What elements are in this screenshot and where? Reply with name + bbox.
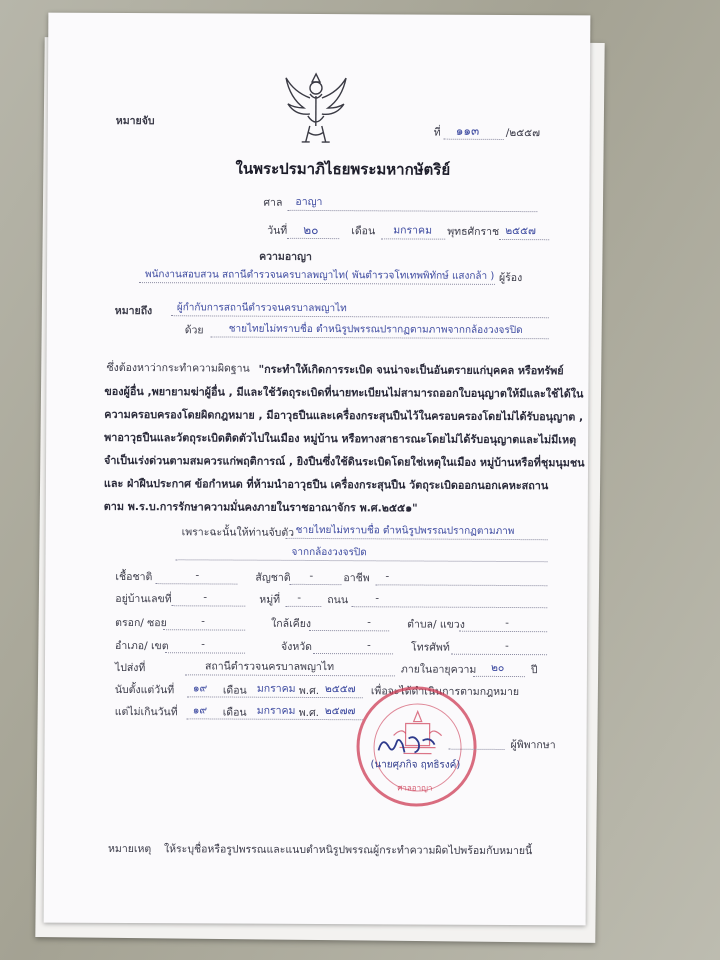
statute-unit: ปี (530, 664, 538, 677)
near-value: - (367, 616, 372, 629)
to-value: ผู้กำกับการสถานีตำรวจนครบาลพญาไท (176, 302, 347, 315)
from-purpose: เพื่อจะได้ดำเนินการตามกฎหมาย (370, 685, 520, 699)
moo-line (285, 606, 321, 607)
note-text: ให้ระบุชื่อหรือรูปพรรณและแนบตำหนิรูปพรรณผู้กระทำความผิดไปพร้อมกับหมายนี้ (163, 843, 533, 858)
from-line (187, 696, 363, 698)
road-value: - (375, 592, 380, 605)
number-line (444, 139, 504, 140)
charge-line-6: และ ฝ่าฝืนประกาศ ข้อกำหนด ที่ห้ามนำอาวุธปืน เครื่องกระสุนปืน วัตถุระเบิดออกนอกเคหะสถาน (103, 476, 549, 493)
race-value: - (195, 569, 200, 582)
alley-line (163, 629, 245, 630)
province-label: จังหวัด (281, 640, 313, 653)
phone-label: โทรศัพท์ (411, 641, 450, 654)
subdistrict-label: ตำบล/ แขวง (407, 618, 465, 631)
royal-heading: ในพระปรมาภิไธยพระมหากษัตริย์ (235, 159, 451, 179)
from-month: มกราคม (256, 682, 296, 695)
province-line (313, 653, 393, 654)
garuda-emblem-icon (280, 68, 352, 150)
arrest-warrant-document (44, 13, 591, 926)
moo-value: - (297, 591, 302, 604)
until-month-label: เดือน (222, 706, 247, 719)
district-value: - (201, 638, 205, 651)
until-year-label: พ.ศ. (298, 706, 320, 720)
nationality-line (289, 584, 341, 585)
occupation-value: - (385, 570, 390, 583)
district-line (165, 652, 245, 653)
from-month-label: เดือน (222, 684, 247, 697)
near-label: ใกล้เคียง (271, 617, 312, 630)
race-label: เชื้อชาติ (115, 570, 153, 584)
district-label: อำเภอ/ เขต (115, 639, 169, 653)
case-type: ความอาญา (259, 250, 312, 263)
send-label: ไปส่งที่ (114, 661, 146, 675)
house-line (171, 605, 245, 606)
petitioner-role: ผู้ร้อง (498, 271, 523, 285)
arrest-target-1: ชายไทยไม่ทราบชื่อ ตำหนิรูปพรรณปรากฏตามภาพ (295, 524, 515, 538)
date-day: ๒๐ (303, 222, 319, 238)
date-label: วันที่ (267, 224, 288, 237)
phone-value: - (505, 639, 509, 653)
judge-name: (นายศุภกิจ ฤทธิรงค์) (370, 759, 461, 771)
moo-label: หมู่ที่ (259, 593, 281, 606)
number-prefix: ที่ (433, 126, 441, 139)
petitioner-text: พนักงานสอบสวน สถานีตำรวจนครบาลพญาไท( พันตำรวจโทเทพพิทักษ์ แสงกล้า ) (144, 269, 495, 282)
charge-intro: ซึ่งต้องหาว่ากระทำความผิดฐาน (106, 361, 250, 375)
from-label: นับตั้งแต่วันที่ (114, 683, 175, 697)
from-year-label: พ.ศ. (298, 684, 320, 698)
until-label: แต่ไม่เกินวันที่ (114, 705, 178, 719)
court-line (287, 210, 537, 212)
warrant-year: /๒๕๕๗ (505, 126, 541, 140)
charge-line-5: จำเป็นเร่งด่วนตามสมควรแก่พฤติการณ์ , ยิงปืนซึ่งใช้ดินระเบิดโดยใช่เหตุในเมือง หมู่บ้านหรือที่ชุมนุมชน (104, 453, 585, 470)
arrest-line-1 (286, 538, 548, 540)
charge-line-4: พาอาวุธปืนและวัตถุระเบิดติดตัวไปในเมือง หมู่บ้าน หรือทางสาธารณะโดยไม่ได้รับอนุญาตและไม่มีเหตุ (104, 430, 577, 447)
near-line (309, 630, 389, 631)
date-line (287, 238, 339, 239)
until-line (187, 718, 363, 720)
judge-role: ผู้พิพากษา (510, 739, 556, 752)
court-label: ศาล (263, 196, 283, 209)
send-line (185, 674, 395, 676)
house-label: อยู่บ้านเลขที่ (115, 592, 172, 606)
month-line (381, 238, 445, 239)
from-day: ๑๙ (192, 682, 208, 695)
road-line (351, 606, 547, 608)
month-label: เดือน (351, 225, 376, 238)
year-label: พุทธศักราช (447, 225, 500, 238)
arrest-label: เพราะฉะนั้นให้ท่านจับตัว (181, 526, 295, 539)
warrant-number: ๑๑๓ (455, 123, 480, 138)
until-month: มกราคม (256, 704, 296, 717)
year-value: ๒๕๕๗ (505, 224, 536, 238)
seal-text: ศาลอาญา (397, 783, 433, 793)
subdistrict-value: - (505, 616, 510, 630)
note-label: หมายเหตุ (107, 842, 152, 856)
month-value: มกราคม (393, 224, 433, 237)
charge-line-3: ความครอบครองโดยผิดกฎหมาย , มีอาวุธปืนและเครื่องกระสุนปืนไว้ในครอบครองโดยไม่ได้รับอนุญาต , (104, 407, 584, 424)
document-type-label: หมายจับ (115, 114, 155, 128)
road-label: ถนน (327, 594, 349, 607)
statute-label: ภายในอายุความ (400, 663, 477, 676)
judge-signature (374, 732, 438, 758)
court-value: อาญา (295, 195, 323, 209)
statute-line (473, 676, 525, 677)
subdistrict-line (459, 631, 547, 632)
occupation-label: อาชีพ (343, 572, 370, 585)
charge-line-1: "กระทำให้เกิดการระเบิด จนน่าจะเป็นอันตรายแก่บุคคล หรือทรัพย์ (258, 362, 564, 378)
house-value: - (203, 591, 208, 604)
statute-value: ๒๐ (490, 661, 505, 674)
to-label: หมายถึง (114, 304, 153, 318)
nationality-label: สัญชาติ (255, 571, 291, 584)
race-line (155, 583, 237, 584)
phone-line (451, 654, 547, 656)
with-value: ชายไทยไม่ทราบชื่อ ตำหนิรูปพรรณปรากฏตามภาพจากกล้องวงจรปิด (228, 323, 523, 337)
from-year: ๒๕๕๗ (324, 683, 356, 696)
alley-label: ตรอก/ ซอย (115, 616, 167, 630)
until-day: ๑๙ (192, 704, 208, 717)
to-line (171, 315, 549, 318)
until-year: ๒๕๗๗ (324, 705, 356, 718)
alley-value: - (201, 615, 206, 628)
charge-line-2: ของผู้อื่น ,พยายามฆ่าผู้อื่น , มีและใช้วัตถุระเบิดที่นายทะเบียนไม่สามารถออกใบอนุญาตให้มีและใช้ได้ใน (104, 384, 584, 401)
arrest-line-2 (176, 559, 548, 562)
with-label: ด้วย (184, 324, 204, 337)
send-value: สถานีตำรวจนครบาลพญาไท (204, 660, 335, 674)
year-line (499, 239, 549, 240)
province-value: - (367, 639, 371, 652)
occupation-line (375, 584, 547, 586)
arrest-target-2: จากกล้องวงจรปิด (291, 546, 367, 559)
nationality-value: - (309, 569, 314, 582)
charge-line-7: ตาม พ.ร.บ.การรักษาความมั่นคงภายในราชอาณาจักร พ.ศ.๒๕๕๑" (103, 499, 418, 515)
